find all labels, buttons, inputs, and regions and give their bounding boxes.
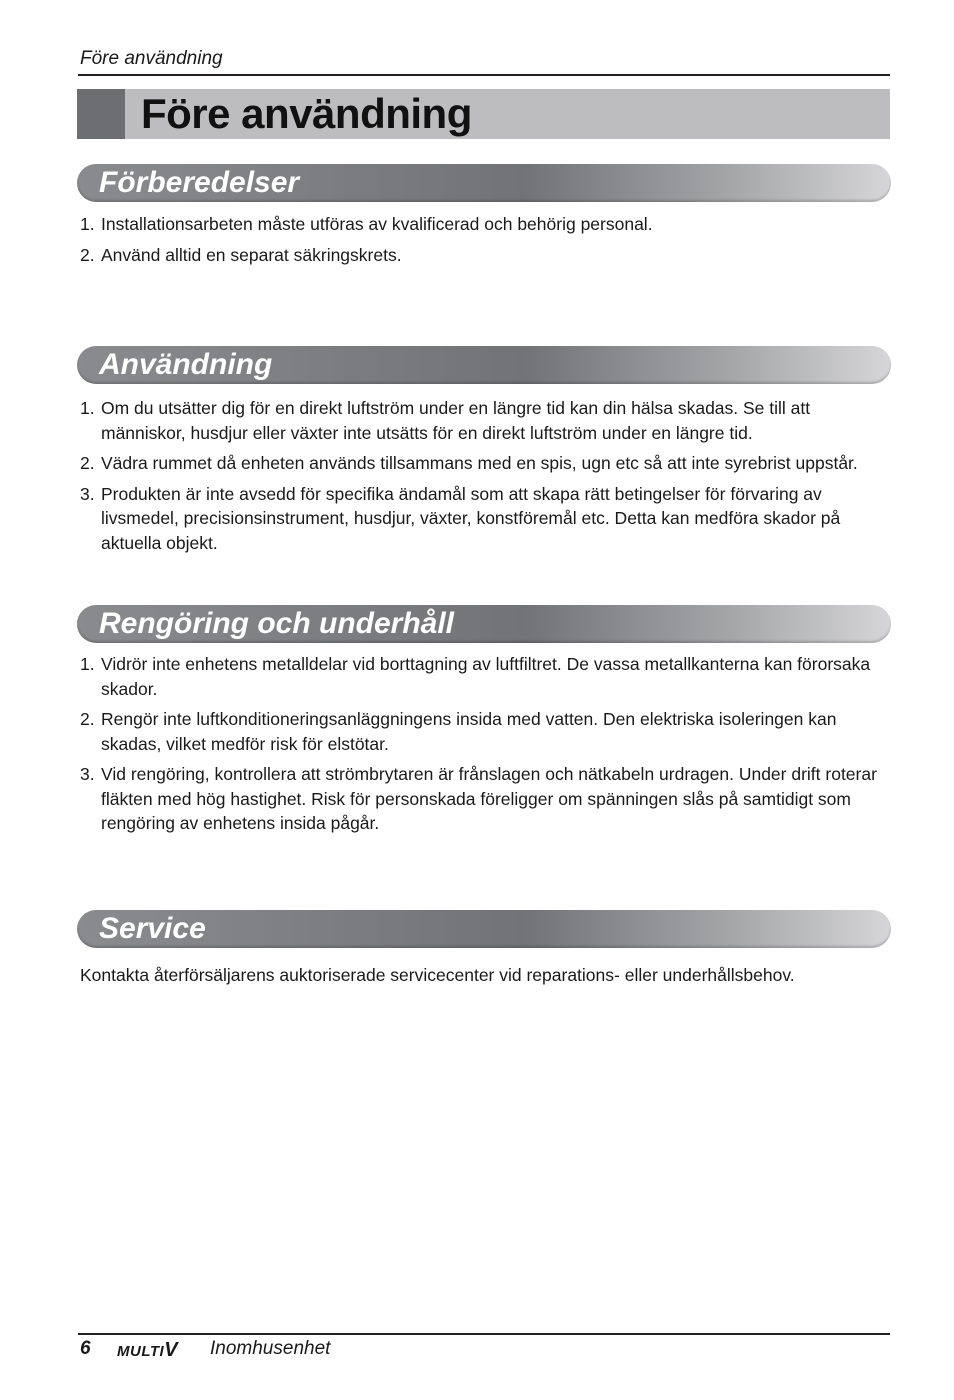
brand-mark: V (164, 1339, 179, 1361)
item-text: Vid rengöring, kontrollera att strömbrytaren är frånslagen och nätkabeln urdragen. Under drift roterar fläkten med hög hastighet. Risk för personskada föreligger om spänningen slås på samtidigt som rengöring av enhetens insida pågår. (101, 764, 877, 833)
item-number: 3. (80, 764, 95, 784)
item-text: Installationsarbeten måste utföras av kvalificerad och behörig personal. (101, 214, 653, 234)
header-rule (78, 74, 890, 76)
list-item (80, 243, 890, 268)
item-number: 2. (80, 453, 95, 473)
item-number: 3. (80, 483, 95, 504)
item-number: 1. (80, 398, 95, 418)
list-item (80, 212, 890, 237)
multi-v-logo (117, 1339, 178, 1362)
item-text: Rengör inte luftkonditioneringsanläggningens insida med vatten. Den elektriska isoleringen kan skadas, vilket medför risk för elstötar. (101, 709, 837, 754)
section-title: Användning (99, 348, 273, 381)
item-text: Om du utsätter dig för en direkt luftström under en längre tid kan din hälsa skadas. Se till att människor, husdjur eller växter inte utsätts för en direkt luftström under en längre tid. (101, 398, 811, 443)
footer-label: Inomhusenhet (210, 1338, 331, 1359)
section-header-service (77, 910, 891, 948)
service-text: Kontakta återförsäljarens auktoriserade servicecenter vid reparations- eller underhållsbehov. (80, 965, 795, 985)
item-text: Vidrör inte enhetens metalldelar vid borttagning av luftfiltret. De vassa metallkanterna kan förorsaka skador. (101, 654, 871, 699)
list-forberedelser (80, 212, 890, 273)
list-item (80, 396, 890, 445)
item-text: Produkten är inte avsedd för specifika ändamål som att skapa rätt betingelser för förvaring av livsmedel, precisionsinstrument, husdjur, växter, konstföremål etc. Detta kan medföra skador på aktuella objekt. (101, 483, 841, 553)
item-number: 2. (80, 244, 95, 265)
item-text: Vädra rummet då enheten används tillsammans med en spis, ugn etc så att inte syrebrist uppstår. (101, 453, 858, 473)
footer-rule (78, 1333, 890, 1335)
item-number: 1. (80, 654, 95, 674)
list-item (80, 707, 890, 756)
item-text: Använd alltid en separat säkringskrets. (101, 244, 402, 265)
list-item (80, 652, 890, 701)
page-number: 6 (80, 1338, 91, 1359)
list-rengoring (80, 652, 890, 842)
item-number: 2. (80, 709, 95, 729)
section-header-rengoring (77, 605, 891, 643)
title-tab-block (77, 89, 125, 139)
section-header-forberedelser (77, 164, 891, 202)
list-item (80, 482, 890, 556)
brand-text: MULTI (117, 1343, 165, 1360)
running-header: Före användning (80, 48, 223, 69)
list-item (80, 762, 890, 836)
page-title: Före användning (141, 90, 472, 137)
section-title: Service (99, 912, 206, 945)
section-header-anvandning (77, 346, 891, 384)
section-title: Förberedelser (99, 166, 300, 199)
item-number: 1. (80, 214, 95, 234)
list-anvandning (80, 396, 890, 561)
page-title-bar (77, 89, 890, 139)
section-title: Rengöring och underhåll (99, 607, 455, 640)
list-item (80, 451, 890, 476)
